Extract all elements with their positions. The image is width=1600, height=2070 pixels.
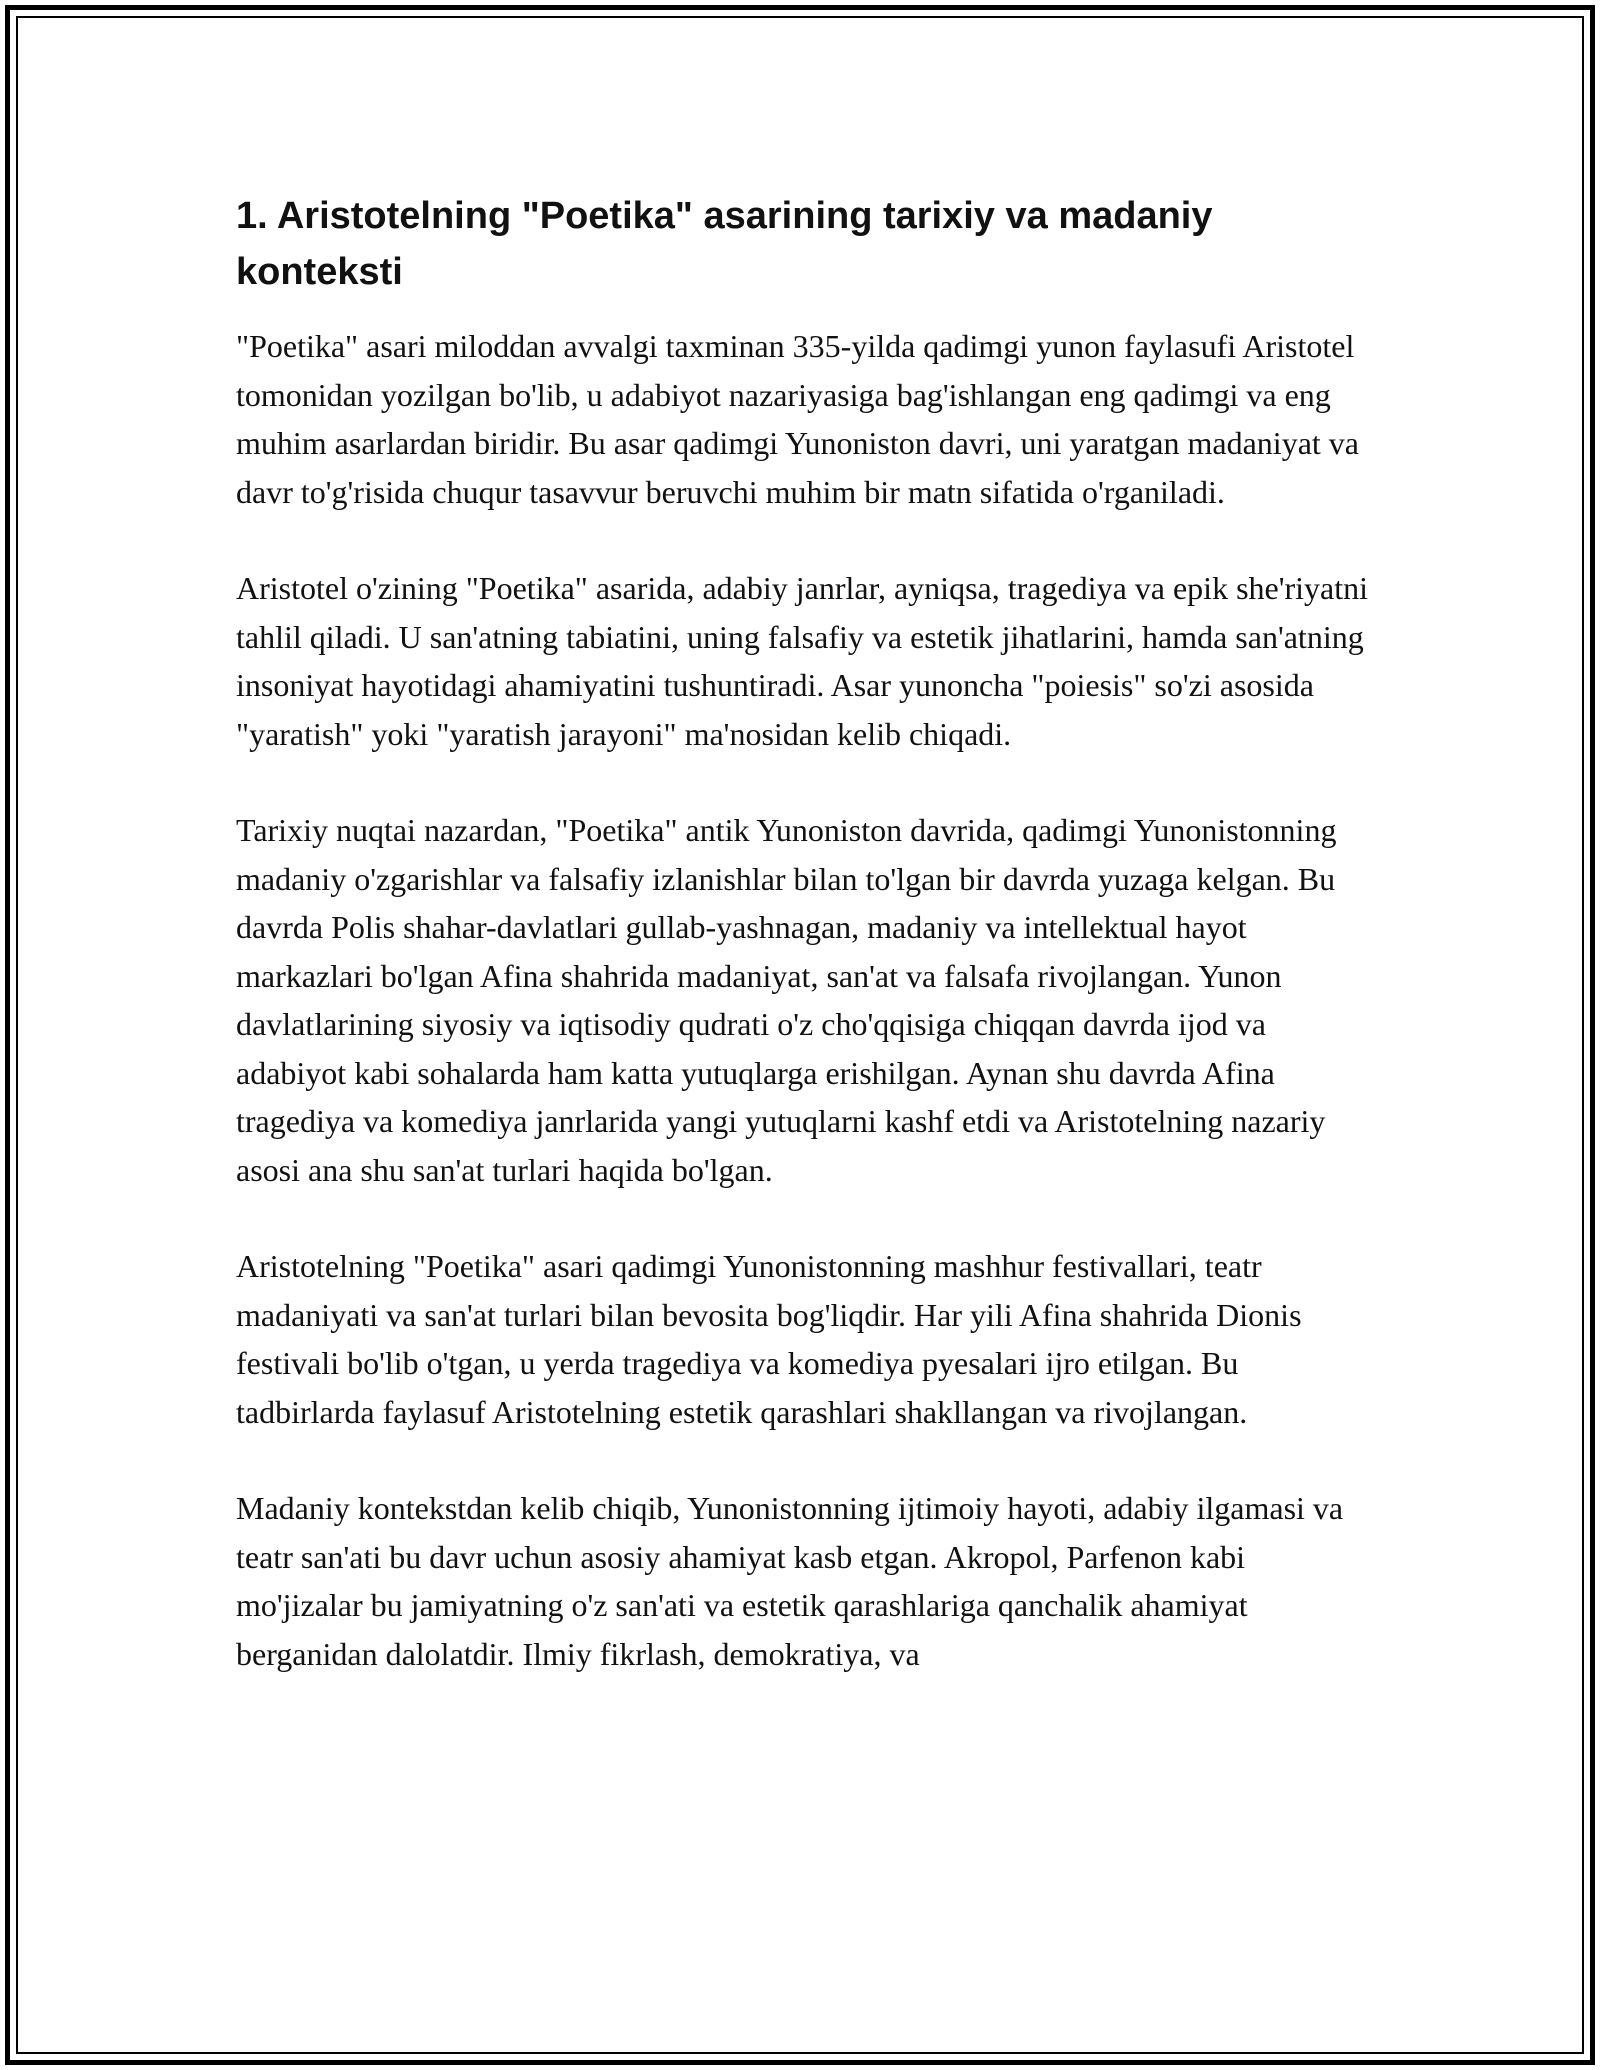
paragraph-5: Madaniy kontekstdan kelib chiqib, Yunonistonning ijtimoiy hayoti, adabiy ilgamasi va teatr san'ati bu davr uchun asosiy ahamiyat kasb etgan. Akropol, Parfenon kabi mo'jizalar bu jamiyatning o'z san'ati va estetik qarashlariga qanchalik ahamiyat berganidan dalolatdir. Ilmiy fikrlash, demokratiya, va bbox=[236, 1490, 1344, 1672]
paragraph-2: Aristotel o'zining "Poetika" asarida, adabiy janrlar, ayniqsa, tragediya va epik she'riyatni tahlil qiladi. U san'atning tabiatini, uning falsafiy va estetik jihatlarini, hamda san'atning insoniyat hayotidagi ahamiyatini tushuntiradi. Asar yunoncha "poiesis" so'zi asosida "yaratish" yoki "yaratish jarayoni" ma'nosidan kelib chiqadi. bbox=[236, 570, 1369, 752]
paragraph-1: "Poetika" asari miloddan avvalgi taxminan 335-yilda qadimgi yunon faylasufi Aristotel tomonidan yozilgan bo'lib, u adabiyot nazariyasiga bag'ishlangan eng qadimgi va eng muhim asarlardan biridir. Bu asar qadimgi Yunoniston davri, uni yaratgan madaniyat va davr to'g'risida chuqur tasavvur beruvchi muhim bir matn sifatida o'rganiladi. bbox=[236, 328, 1359, 510]
section-heading: 1. Aristotelning "Poetika" asarining tarixiy va madaniy konteksti bbox=[236, 195, 1213, 293]
paragraph-3: Tarixiy nuqtai nazardan, "Poetika" antik Yunoniston davrida, qadimgi Yunonistonning madaniy o'zgarishlar va falsafiy izlanishlar bilan to'lgan bir davrda yuzaga kelgan. Bu davrda Polis shahar-davlatlari gullab-yashnagan, madaniy va intellektual hayot markazlari bo'lgan Afina shahrida madaniyat, san'at va falsafa rivojlangan. Yunon davlatlarining siyosiy va iqtisodiy qudrati o'z cho'qqisiga chiqqan davrda ijod va adabiyot kabi sohalarda ham katta yutuqlarga erishilgan. Aynan shu davrda Afina tragediya va komediya janrlarida yangi yutuqlarni kashf etdi va Aristotelning nazariy asosi ana shu san'at turlari haqida bo'lgan. bbox=[236, 812, 1337, 1188]
document-body bbox=[236, 188, 1376, 1726]
paragraph-4: Aristotelning "Poetika" asari qadimgi Yunonistonning mashhur festivallari, teatr madaniyati va san'at turlari bilan bevosita bog'liqdir. Har yili Afina shahrida Dionis festivali bo'lib o'tgan, u yerda tragediya va komediya pyesalari ijro etilgan. Bu tadbirlarda faylasuf Aristotelning estetik qarashlari shakllangan va rivojlangan. bbox=[236, 1248, 1302, 1430]
